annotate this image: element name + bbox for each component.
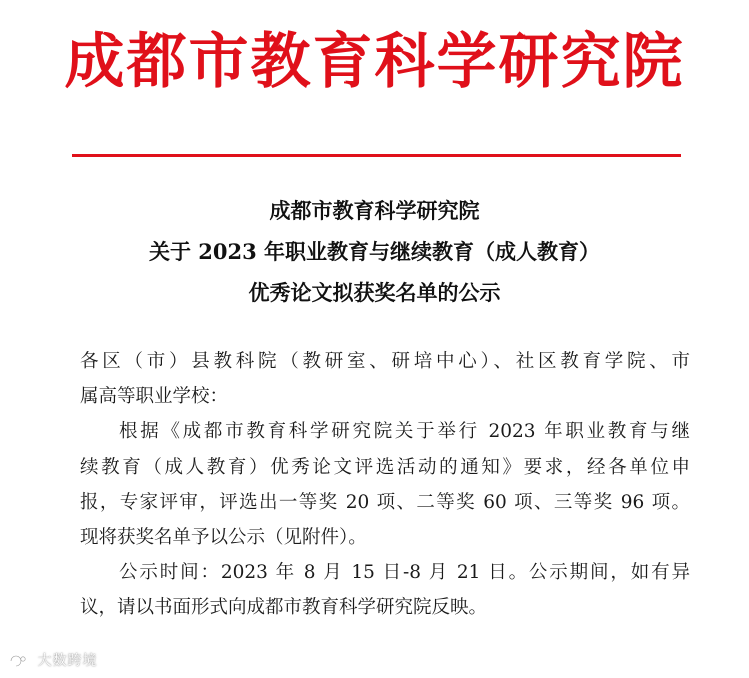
institution-masthead: 成都市教育科学研究院 <box>64 27 685 97</box>
addressee-line-2: 属高等职业学校： <box>80 386 229 408</box>
watermark-logo-icon <box>8 653 28 669</box>
notice-title <box>0 190 749 313</box>
watermark-text: 大数跨境 <box>37 653 98 669</box>
paragraph-1-line-3: 报，专家评审，评选出一等奖 20 项、二等奖 60 项、三等奖 96 项。 <box>80 491 690 513</box>
paragraph-1-line-1: 根据《成都市教育科学研究院关于举行 2023 年职业教育与继 <box>119 421 690 443</box>
notice-title-line-2: 关于 2023 年职业教育与继续教育（成人教育） <box>148 239 601 264</box>
paragraph-1-line-2: 续教育（成人教育）优秀论文评选活动的通知》要求，经各单位申 <box>80 456 690 478</box>
notice-body <box>80 344 690 626</box>
notice-title-line-3: 优秀论文拟获奖名单的公示 <box>248 280 501 305</box>
red-divider-rule <box>72 154 681 157</box>
watermark <box>8 650 97 670</box>
paragraph-2-line-2: 议，请以书面形式向成都市教育科学研究院反映。 <box>80 597 488 619</box>
addressee-line-1: 各区（市）县教科院（教研室、研培中心）、社区教育学院、市 <box>80 351 690 372</box>
paragraph-1-line-4: 现将获奖名单予以公示（见附件）。 <box>80 526 367 548</box>
paragraph-2-line-1: 公示时间：2023 年 8 月 15 日-8 月 21 日。公示期间，如有异 <box>119 562 690 584</box>
notice-title-line-1: 成都市教育科学研究院 <box>269 198 480 223</box>
